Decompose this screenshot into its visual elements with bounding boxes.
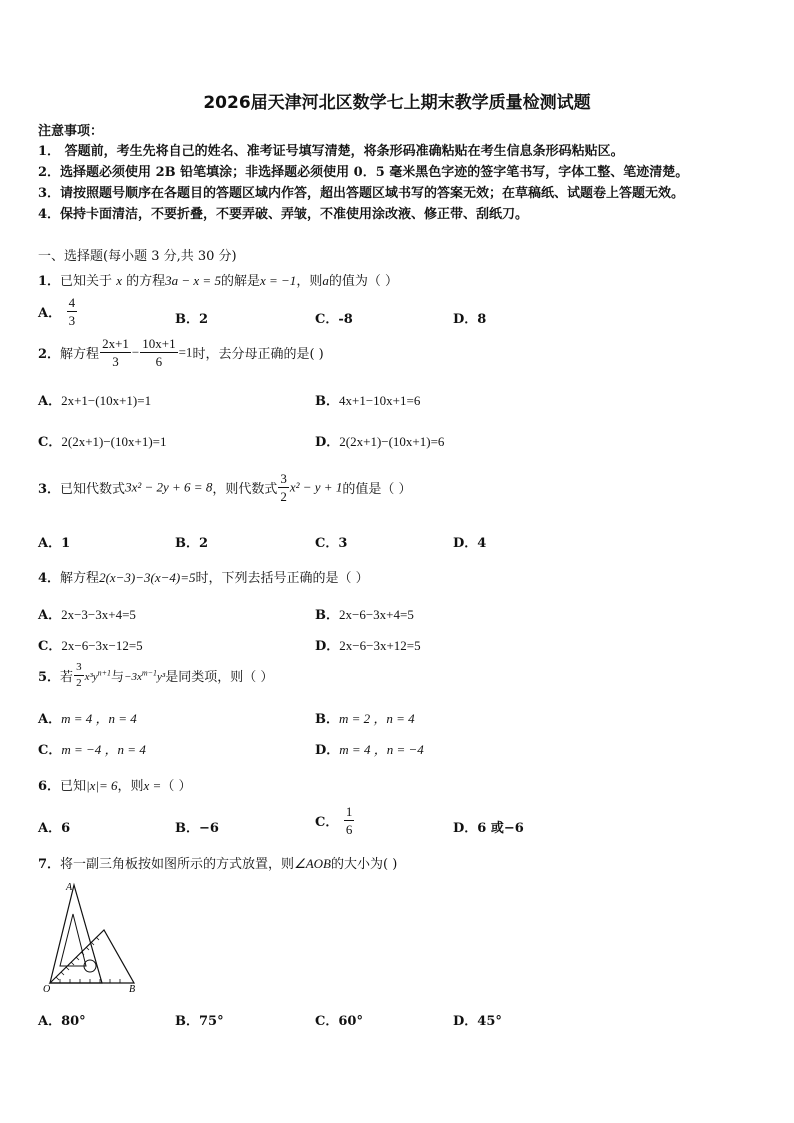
q7-option-b: B．75° <box>175 1014 224 1029</box>
large-set-square <box>50 885 102 983</box>
q4-option-a <box>38 604 136 623</box>
q3-option-b: B．2 <box>175 536 209 551</box>
q1-text-mid: 的方程 <box>126 274 166 289</box>
q2-option-a-label: A． <box>38 394 62 409</box>
q6-expr-2: x = <box>143 778 162 793</box>
q3-number: 3． <box>38 482 61 497</box>
q2-option-c-text: 2(2x+1)−(10x+1)=1 <box>61 434 167 449</box>
q3-fraction <box>278 472 289 503</box>
notice-item-2: 2．选择题必须使用 2B 铅笔填涂；非选择题必须使用 0．5 毫米黑色字迹的签字笔书写，字体工整、笔迹清楚。 <box>38 165 689 180</box>
q5-option-a-label: A． <box>38 712 62 727</box>
q3-denominator: 2 <box>280 489 287 504</box>
q5-option-b <box>315 708 415 727</box>
q5-option-a-text: m = 4 ，n = 4 <box>61 711 137 726</box>
q1-option-c: C．-8 <box>315 312 353 327</box>
q2-f1-denominator: 3 <box>112 354 119 369</box>
q2-f2-denominator: 6 <box>155 354 163 369</box>
q3-text-post: 的值是（ ） <box>342 482 412 497</box>
q4-expr: 2(x−3)−3(x−4)=5 <box>99 570 196 585</box>
q1-option-a-fraction <box>67 296 78 327</box>
q2-f2-numerator: 10x+1 <box>142 336 176 351</box>
q5-term-1-base: x³y <box>84 670 98 683</box>
figure-label-b: B <box>129 984 136 995</box>
q5-fraction <box>74 662 84 689</box>
q7-option-c: C．60° <box>315 1014 363 1029</box>
q5-term-2-tail: y³ <box>157 670 166 683</box>
q6-option-c-label: C． <box>315 815 339 830</box>
q1-option-a <box>38 296 78 327</box>
question-1 <box>38 270 398 289</box>
q5-number: 5． <box>38 670 61 685</box>
q6-option-c <box>315 805 355 836</box>
q1-var-a: a <box>322 273 329 288</box>
q6-option-a: A．6 <box>38 821 71 836</box>
q6-option-b: B．−6 <box>175 821 219 836</box>
q2-fraction-1 <box>100 337 131 368</box>
q1-option-b: B．2 <box>175 312 209 327</box>
q1-solution: x = −1 <box>259 273 297 288</box>
q5-text-pre: 若 <box>60 670 74 685</box>
question-3 <box>38 472 411 503</box>
q7-text-pre: 将一副三角板按如图所示的方式放置，则 <box>60 857 295 872</box>
q2-option-d-label: D． <box>315 435 340 450</box>
q3-expr-1: 3x² − 2y + 6 = 8 <box>125 479 213 495</box>
figure-label-a: A <box>66 882 73 893</box>
q7-number: 7． <box>38 857 61 872</box>
q2-number: 2． <box>38 347 61 362</box>
q4-option-c <box>38 635 143 654</box>
q1-text-mid2: 的解是 <box>220 274 260 289</box>
q5-term-2-base: −3x <box>124 670 142 683</box>
q2-option-c-label: C． <box>38 435 62 450</box>
notice-heading: 注意事项： <box>38 124 104 139</box>
q6-text-pre: 已知 <box>60 779 87 794</box>
page-title: 2026届天津河北区数学七上期末教学质量检测试题 <box>203 93 591 113</box>
q6-option-c-fraction <box>344 805 355 836</box>
q5-option-a <box>38 708 137 727</box>
q2-text-pre: 解方程 <box>60 347 100 362</box>
q3-text-mid: ，则代数式 <box>212 482 278 497</box>
q3-text-pre: 已知代数式 <box>60 482 126 497</box>
q2-option-d <box>315 431 444 450</box>
q7-text-post: 的大小为( ) <box>331 857 398 872</box>
question-7 <box>38 853 397 872</box>
q4-text-pre: 解方程 <box>60 571 100 586</box>
q2-option-b <box>315 390 420 409</box>
q5-numerator: 3 <box>74 662 84 676</box>
q1-a-numerator: 4 <box>68 295 76 310</box>
q4-number: 4． <box>38 571 61 586</box>
q4-option-a-label: A． <box>38 608 62 623</box>
q1-text-pre: 已知关于 <box>60 274 113 289</box>
q5-option-d-label: D． <box>315 743 340 758</box>
q7-option-d: D．45° <box>453 1014 502 1029</box>
q4-option-a-text: 2x−3−3x+4=5 <box>61 607 136 622</box>
q4-option-d-label: D． <box>315 639 340 654</box>
q6-expr: |x|= 6 <box>86 778 118 793</box>
q2-option-b-label: B． <box>315 394 339 409</box>
q5-denominator: 2 <box>76 677 82 689</box>
q5-option-c <box>38 739 146 758</box>
q4-option-b-text: 2x−6−3x+4=5 <box>339 607 414 622</box>
question-4 <box>38 567 369 586</box>
notice-item-1: 1． 答题前，考生先将自己的姓名、准考证号填写清楚，将条形码准确粘贴在考生信息条形码粘贴区。 <box>38 144 624 159</box>
q6-text-mid: ，则 <box>117 779 144 794</box>
q3-option-d: D．4 <box>453 536 487 551</box>
q5-option-b-label: B． <box>315 712 339 727</box>
question-2 <box>38 337 324 368</box>
q4-option-d <box>315 635 421 654</box>
q1-var-x: x <box>116 273 122 288</box>
q1-a-denominator: 3 <box>68 313 76 328</box>
q3-expr-2: x² − y + 1 <box>289 479 343 495</box>
q5-option-c-text: m = −4 ，n = 4 <box>61 742 146 757</box>
q5-option-d <box>315 739 424 758</box>
q7-angle: ∠AOB <box>294 856 331 871</box>
question-5 <box>38 662 273 689</box>
q2-option-d-text: 2(2x+1)−(10x+1)=6 <box>339 434 445 449</box>
q2-rhs: =1 <box>178 344 193 360</box>
q2-option-a <box>38 390 151 409</box>
q2-fraction-2 <box>140 337 177 368</box>
q5-option-b-text: m = 2 ，n = 4 <box>339 711 415 726</box>
q1-equation: 3a − x = 5 <box>165 273 221 288</box>
q6-c-numerator: 1 <box>345 804 353 819</box>
notice-item-3: 3．请按照题号顺序在各题目的答题区域内作答，超出答题区域书写的答案无效；在草稿纸、试题卷上答题无效。 <box>38 186 685 201</box>
q5-text-mid: 与 <box>111 670 125 685</box>
set-square-figure <box>42 880 142 995</box>
q1-text-post: 的值为（ ） <box>328 274 398 289</box>
notice-item-4: 4．保持卡面清洁，不要折叠，不要弄破、弄皱，不准使用涂改液、修正带、刮纸刀。 <box>38 207 529 222</box>
q6-text-post: （ ） <box>161 779 192 794</box>
q5-text-post: 是同类项，则（ ） <box>165 670 274 685</box>
q6-option-d: D．6 或−6 <box>453 821 524 836</box>
q2-option-c <box>38 431 167 450</box>
q2-option-b-text: 4x+1−10x+1=6 <box>339 393 421 408</box>
q4-option-c-text: 2x−6−3x−12=5 <box>61 638 143 653</box>
q1-option-d: D．8 <box>453 312 487 327</box>
q6-c-denominator: 6 <box>345 822 353 837</box>
q1-text-mid3: ，则 <box>296 274 323 289</box>
q5-exponent-2: m−1 <box>141 668 158 678</box>
question-6 <box>38 775 191 794</box>
q5-option-d-text: m = 4 ，n = −4 <box>339 742 424 757</box>
q5-option-c-label: C． <box>38 743 62 758</box>
section-heading: 一、选择题(每小题 3 分,共 30 分) <box>38 249 237 264</box>
q6-number: 6． <box>38 779 61 794</box>
q4-option-b-label: B． <box>315 608 339 623</box>
figure-label-o: O <box>43 984 51 995</box>
q2-minus: − <box>131 344 140 360</box>
q4-option-b <box>315 604 414 623</box>
q4-text-post: 时，下列去括号正确的是（ ） <box>195 571 369 586</box>
q4-option-c-label: C． <box>38 639 62 654</box>
large-set-square-inner <box>60 914 86 966</box>
q1-number: 1． <box>38 274 61 289</box>
q5-exponent-1: n+1 <box>97 668 112 678</box>
q3-option-c: C．3 <box>315 536 348 551</box>
q2-f1-numerator: 2x+1 <box>102 336 129 351</box>
q5-term-2 <box>124 668 166 683</box>
q3-option-a: A．1 <box>38 536 71 551</box>
q2-option-a-text: 2x+1−(10x+1)=1 <box>61 393 152 408</box>
q1-option-a-label: A． <box>38 306 62 321</box>
q4-option-d-text: 2x−6−3x+12=5 <box>339 638 421 653</box>
q5-term-1 <box>84 668 112 683</box>
q7-option-a: A．80° <box>38 1014 86 1029</box>
q3-numerator: 3 <box>280 471 287 486</box>
q2-text-post: 时，去分母正确的是( ) <box>192 347 324 362</box>
